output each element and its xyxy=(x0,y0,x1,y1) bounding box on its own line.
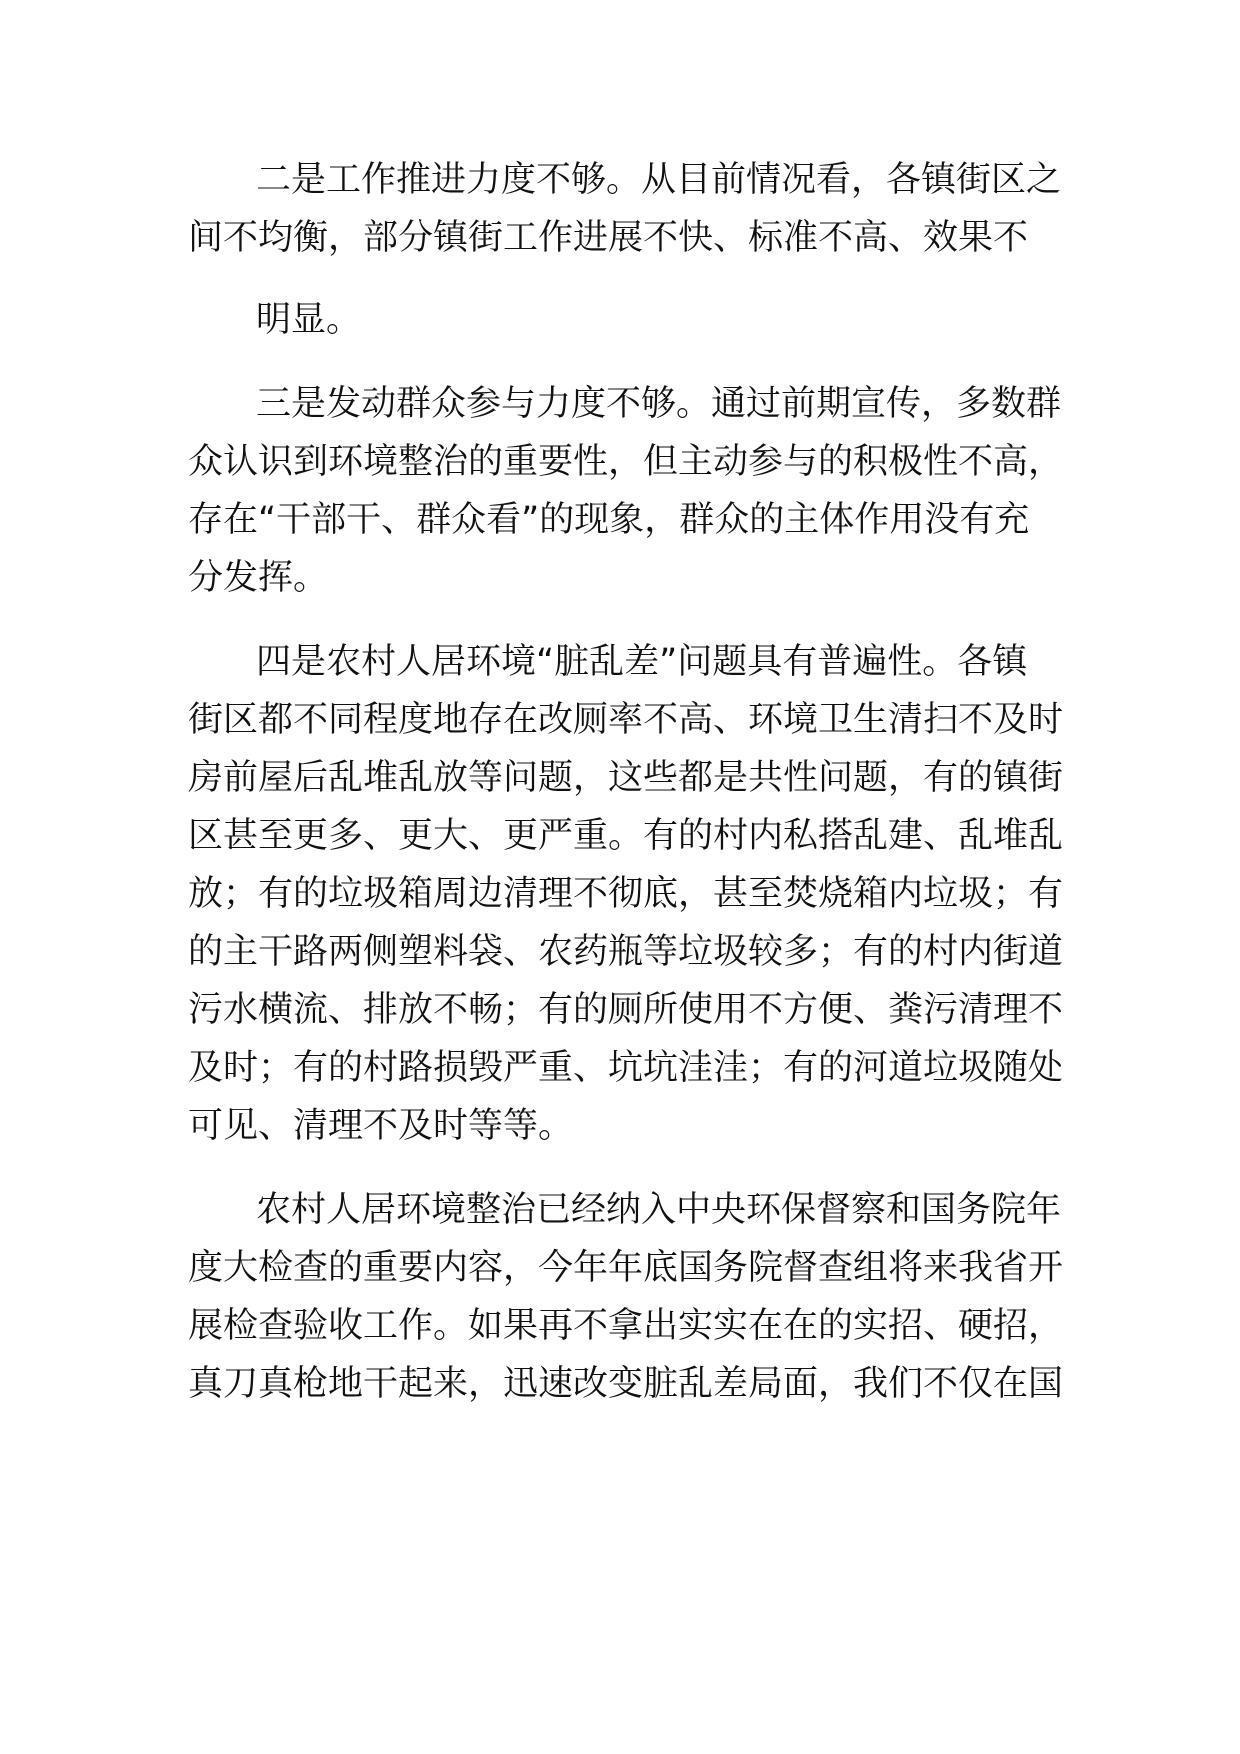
text-line: 度大检查的重要内容，今年年底国务院督查组将来我省开 xyxy=(188,1248,1064,1288)
text-line: 真刀真枪地干起来，迅速改变脏乱差局面，我们不仅在国 xyxy=(188,1364,1064,1404)
text-line: 展检查验收工作。如果再不拿出实实在在的实招、硬招， xyxy=(188,1306,1064,1346)
text-line: 农村人居环境整治已经纳入中央环保督察和国务院年 xyxy=(256,1190,1062,1230)
text-line: 区甚至更多、更大、更严重。有的村内私搭乱建、乱堆乱 xyxy=(188,816,1064,856)
text-line: 房前屋后乱堆乱放等问题，这些都是共性问题，有的镇街 xyxy=(188,758,1064,798)
text-line: 三是发动群众参与力度不够。通过前期宣传，多数群 xyxy=(256,384,1062,424)
text-line: 分发挥。 xyxy=(188,558,329,598)
text-line: 二是工作推进力度不够。从目前情况看，各镇街区之 xyxy=(256,160,1062,200)
text-line: 可见、清理不及时等等。 xyxy=(188,1106,574,1146)
text-line: 间不均衡，部分镇街工作进展不快、标准不高、效果不 xyxy=(188,218,1029,258)
text-line: 污水横流、排放不畅；有的厕所使用不方便、粪污清理不 xyxy=(188,990,1064,1030)
text-line: 及时；有的村路损毁严重、坑坑洼洼；有的河道垃圾随处 xyxy=(188,1048,1064,1088)
text-line: 的主干路两侧塑料袋、农药瓶等垃圾较多；有的村内街道 xyxy=(188,932,1064,972)
text-line: 众认识到环境整治的重要性，但主动参与的积极性不高， xyxy=(188,442,1064,482)
text-line: 存在“干部干、群众看”的现象，群众的主体作用没有充 xyxy=(188,500,1030,540)
text-line: 四是农村人居环境“脏乱差”问题具有普遍性。各镇 xyxy=(256,642,1028,682)
text-line: 放；有的垃圾箱周边清理不彻底，甚至焚烧箱内垃圾；有 xyxy=(188,874,1064,914)
text-line: 街区都不同程度地存在改厕率不高、环境卫生清扫不及时 xyxy=(188,700,1064,740)
text-line: 明显。 xyxy=(256,300,362,340)
